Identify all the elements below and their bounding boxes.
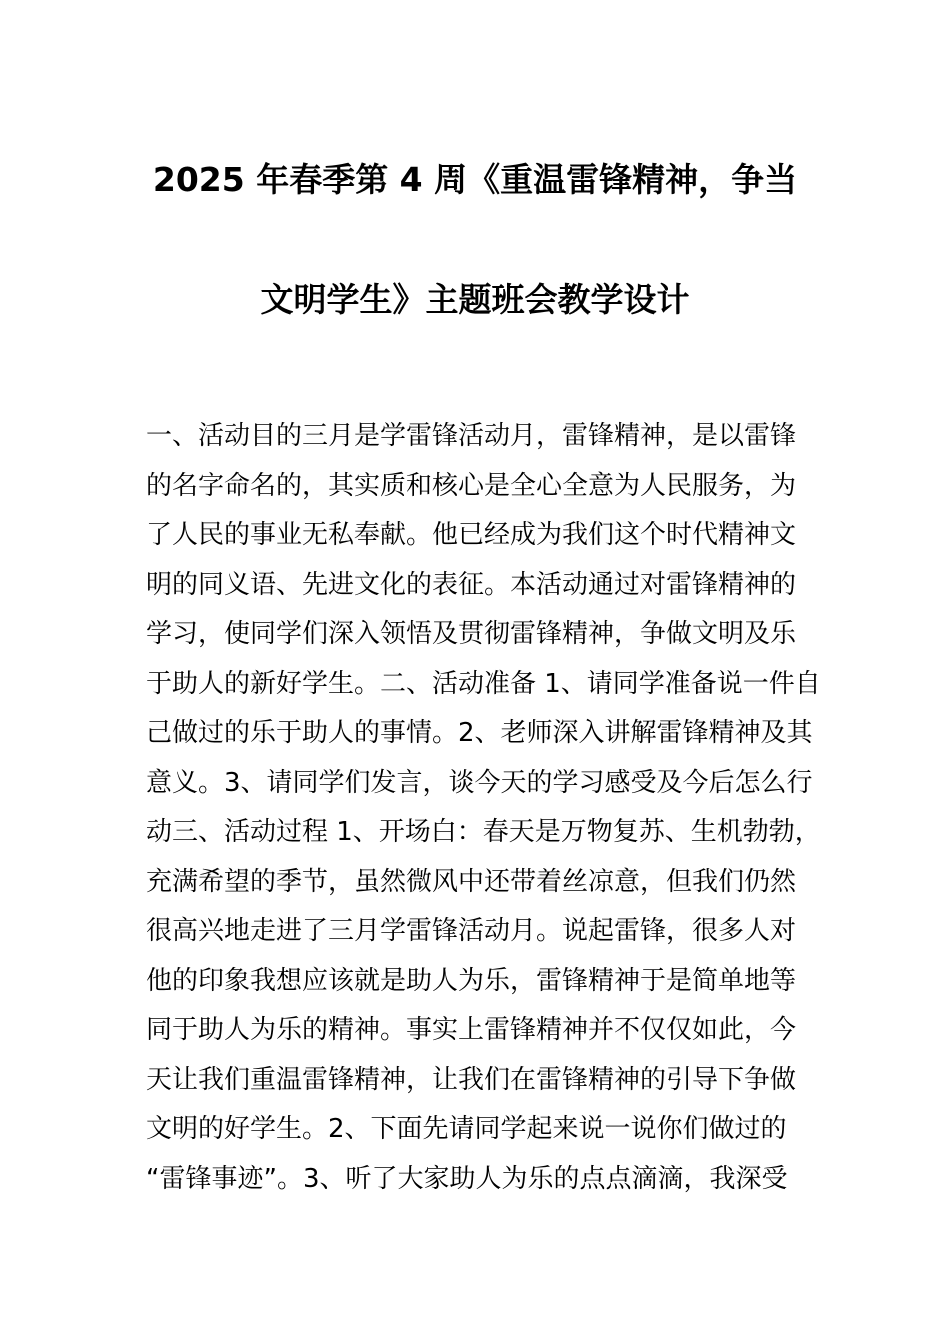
body-line: 很高兴地走进了三月学雷锋活动月。说起雷锋，很多人对 — [146, 916, 797, 946]
body-line: 意义。3、请同学们发言，谈今天的学习感受及今后怎么行 — [146, 767, 813, 798]
body-line: 一、活动目的三月是学雷锋活动月，雷锋精神，是以雷锋 — [146, 421, 797, 451]
body-line: 天让我们重温雷锋精神，让我们在雷锋精神的引导下争做 — [146, 1064, 797, 1095]
body-line: “雷锋事迹”。3、听了大家助人为乐的点点滴滴，我深受 — [146, 1163, 788, 1194]
body-line: 文明的好学生。2、下面先请同学起来说一说你们做过的 — [146, 1114, 787, 1144]
body-line: 充满希望的季节，虽然微风中还带着丝凉意，但我们仍然 — [146, 866, 797, 897]
body-line: 学习，使同学们深入领悟及贯彻雷锋精神，争做文明及乐 — [146, 619, 797, 649]
body-line: 己做过的乐于助人的事情。2、老师深入讲解雷锋精神及其 — [146, 718, 813, 748]
body-line: 他的印象我想应该就是助人为乐，雷锋精神于是简单地等 — [146, 965, 797, 996]
body-line: 于助人的新好学生。二、活动准备 1、请同学准备说一件自 — [146, 668, 821, 699]
document-title-line-2: 文明学生》主题班会教学设计 — [260, 280, 690, 319]
body-line: 动三、活动过程 1、开场白：春天是万物复苏、生机勃勃， — [146, 817, 821, 847]
body-line: 明的同义语、先进文化的表征。本活动通过对雷锋精神的 — [146, 569, 797, 600]
document-body — [146, 418, 821, 1210]
document-title-line-1: 2025 年春季第 4 周《重温雷锋精神，争当 — [152, 160, 798, 199]
body-line: 同于助人为乐的精神。事实上雷锋精神并不仅仅如此，今 — [146, 1015, 797, 1045]
body-line: 的名字命名的，其实质和核心是全心全意为人民服务，为 — [146, 470, 797, 501]
body-line: 了人民的事业无私奉献。他已经成为我们这个时代精神文 — [146, 520, 797, 550]
